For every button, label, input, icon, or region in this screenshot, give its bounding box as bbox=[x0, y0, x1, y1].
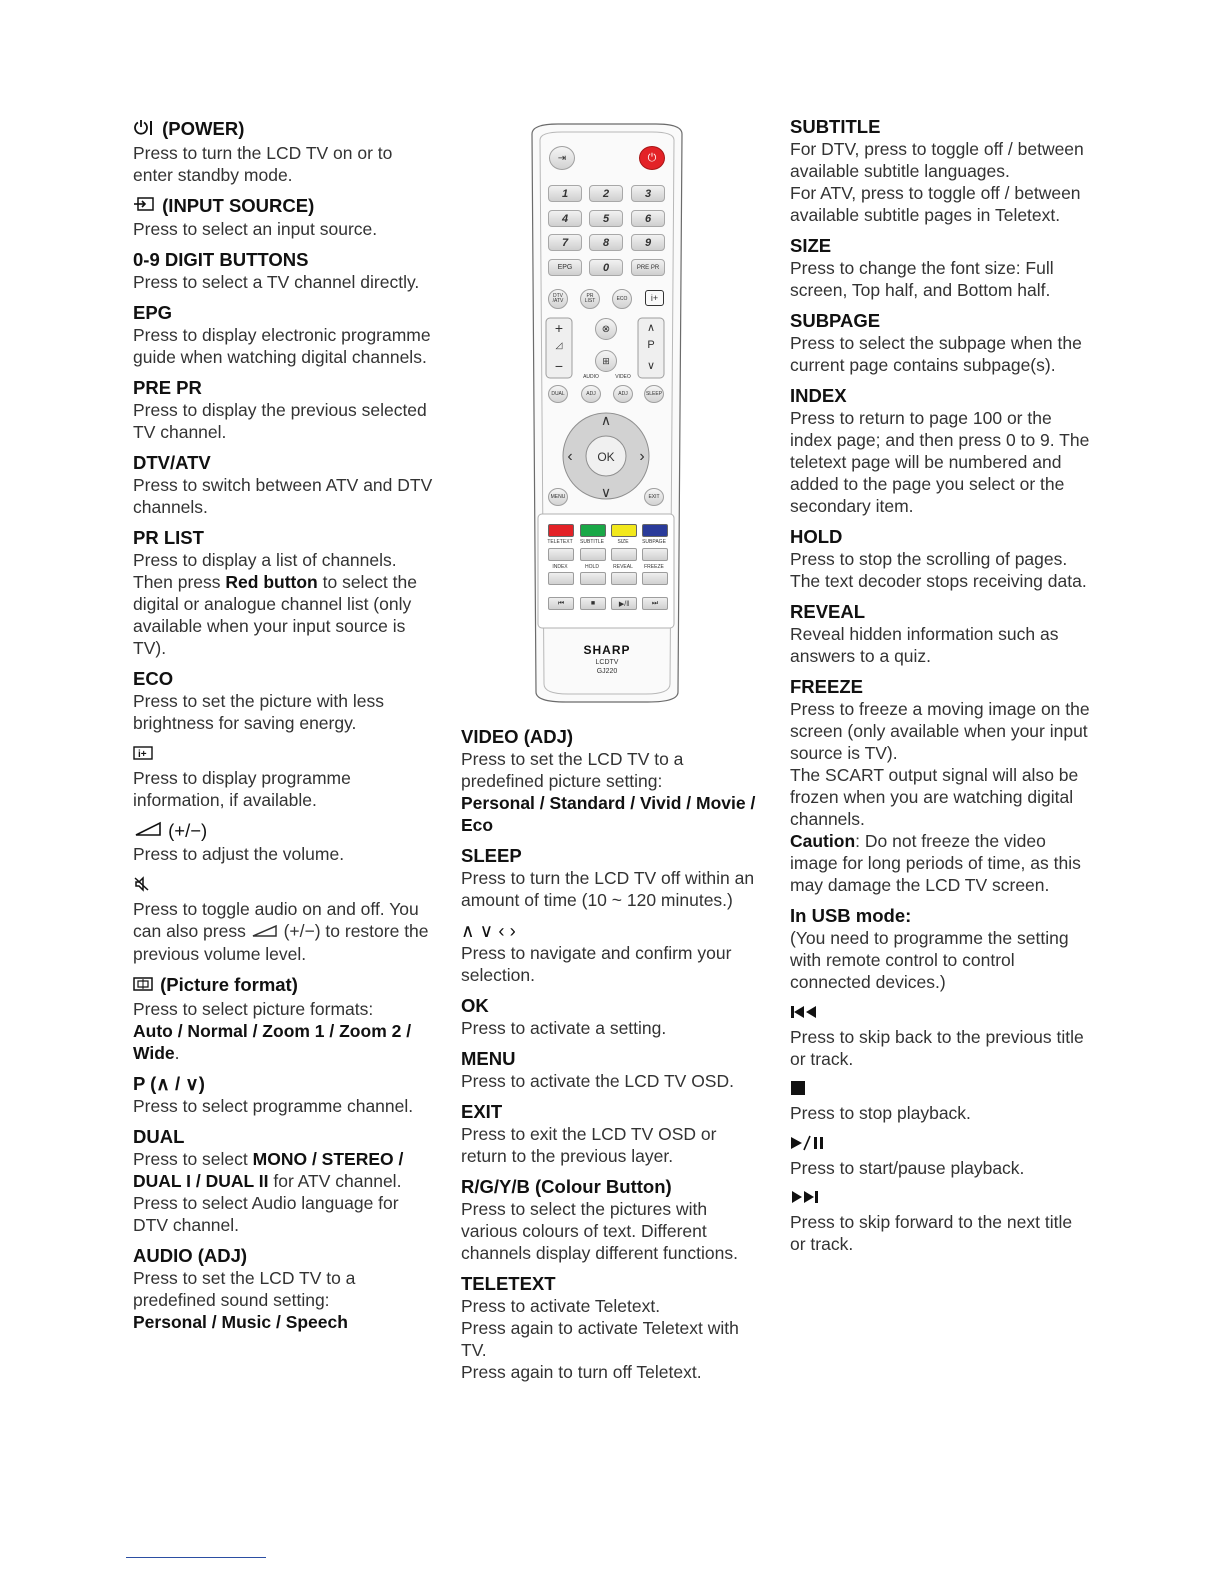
remote-freeze-button bbox=[642, 572, 668, 585]
input-source-icon bbox=[133, 195, 157, 218]
remote-skip-back-button: ⏮ bbox=[548, 597, 574, 610]
remote-index-button bbox=[548, 572, 574, 585]
entry-volume: (+/−) Press to adjust the volume. bbox=[133, 819, 345, 865]
entry-picture-format: (Picture format) Press to select picture formats: Auto / Normal / Zoom 1 / Zoom 2 / Wide. bbox=[133, 974, 412, 1064]
remote-red-button bbox=[548, 524, 574, 537]
remote-up-arrow: ∧ bbox=[600, 411, 612, 428]
power-icon bbox=[133, 119, 157, 142]
remote-hold-label: HOLD bbox=[585, 564, 599, 570]
remote-yellow-button bbox=[611, 524, 637, 537]
entry-index: INDEX Press to return to page 100 or the index page; and then press 0 to 9. The teletext page will be numbered and added to the page you select or the secondary item. bbox=[790, 385, 1090, 516]
volume-icon bbox=[133, 820, 163, 843]
remote-audio-adj-button: ADJ bbox=[581, 385, 601, 403]
volume-icon-inline bbox=[251, 921, 279, 943]
entry-dual: DUAL Press to select MONO / STEREO / DUAL I / DUAL II for ATV channel. Press to select Audio language for DTV channel. bbox=[133, 1126, 404, 1236]
remote-reveal-label: REVEAL bbox=[613, 564, 633, 570]
entry-hold: HOLD Press to stop the scrolling of pages. The text decoder stops receiving data. bbox=[790, 526, 1087, 591]
remote-audio-label: AUDIO bbox=[583, 374, 599, 380]
remote-video-adj-button: ADJ bbox=[613, 385, 633, 403]
remote-dtv-atv-button: DTV /ATV bbox=[548, 289, 568, 309]
remote-info-button: i+ bbox=[645, 290, 664, 306]
remote-sleep-button: SLEEP bbox=[644, 385, 664, 403]
remote-p-label: P bbox=[647, 339, 655, 351]
right-column bbox=[790, 116, 1090, 1264]
entry-size: SIZE Press to change the font size: Full screen, Top half, and Bottom half. bbox=[790, 235, 1054, 300]
picture-format-icon bbox=[133, 975, 155, 998]
remote-stop-button: ■ bbox=[580, 597, 606, 610]
entry-info: i+ Press to display programme information, if available. bbox=[133, 743, 433, 811]
remote-picture-format-button: ⊞ bbox=[595, 350, 617, 372]
remote-index-label: INDEX bbox=[552, 564, 568, 570]
play-pause-icon bbox=[790, 1134, 832, 1157]
remote-menu-button: MENU bbox=[548, 488, 568, 506]
entry-stop: Press to stop playback. bbox=[790, 1079, 1090, 1125]
remote-model-line1: LCDTV bbox=[595, 659, 619, 666]
entry-subtitle: SUBTITLE For DTV, press to toggle off / between available subtitle languages. For ATV, press to toggle off / between available subtitle pages in Teletext. bbox=[790, 116, 1084, 225]
entry-dtv-atv: DTV/ATV Press to switch between ATV and DTV channels. bbox=[133, 452, 433, 518]
entry-pre-pr: PRE PR Press to display the previous selected TV channel. bbox=[133, 377, 427, 443]
entry-freeze: FREEZE Press to freeze a moving image on the screen (only available when your input source is TV). The SCART output signal will also be frozen when you are watching digital channels. Caution: Do not freeze the video image for long periods of time, as this may damage the LCD TV screen. bbox=[790, 676, 1090, 895]
remote-digit-4: 4 bbox=[548, 210, 582, 227]
entry-skip-back: Press to skip back to the previous title or track. bbox=[790, 1002, 1090, 1070]
remote-brand-logo: SHARP bbox=[583, 643, 631, 657]
remote-digit-3: 3 bbox=[631, 185, 665, 202]
remote-p-down: ∨ bbox=[646, 359, 656, 372]
entry-reveal: REVEAL Reveal hidden information such as answers to a quiz. bbox=[790, 601, 1059, 666]
entry-audio-adj: AUDIO (ADJ) Press to set the LCD TV to a predefined sound setting: Personal / Music / Speech bbox=[133, 1245, 356, 1333]
remote-blue-button bbox=[642, 524, 668, 537]
remote-p-up: ∧ bbox=[646, 321, 656, 334]
mute-icon bbox=[133, 875, 151, 898]
remote-control-illustration bbox=[528, 122, 686, 705]
remote-digit-0: 0 bbox=[589, 259, 623, 276]
svg-text:i+: i+ bbox=[138, 748, 147, 760]
remote-power-button: ⏻ bbox=[639, 146, 665, 170]
entry-ok: OK Press to activate a setting. bbox=[461, 995, 667, 1038]
remote-down-arrow: ∨ bbox=[600, 483, 612, 500]
info-icon bbox=[133, 744, 155, 767]
remote-eco-button: ECO bbox=[612, 289, 632, 309]
entry-subpage: SUBPAGE Press to select the subpage when the current page contains subpage(s). bbox=[790, 310, 1082, 375]
remote-digit-1: 1 bbox=[548, 185, 582, 202]
entry-teletext: TELETEXT Press to activate Teletext. Press again to activate Teletext with TV. Press again to turn off Teletext. bbox=[461, 1273, 739, 1382]
remote-reveal-button bbox=[611, 572, 637, 585]
remote-teletext-label: TELETEXT bbox=[547, 539, 573, 545]
remote-size-button bbox=[611, 548, 637, 561]
remote-play-pause-button: ▶/‖ bbox=[611, 597, 637, 610]
entry-usb-mode: In USB mode: (You need to programme the setting with remote control to control connected devices.) bbox=[790, 905, 1069, 992]
remote-volume-plus: + bbox=[554, 320, 564, 336]
remote-exit-button: EXIT bbox=[644, 488, 664, 506]
remote-freeze-label: FREEZE bbox=[644, 564, 664, 570]
remote-digit-7: 7 bbox=[548, 234, 582, 251]
remote-digit-8: 8 bbox=[589, 234, 623, 251]
remote-digit-6: 6 bbox=[631, 210, 665, 227]
remote-epg-button: EPG bbox=[548, 259, 582, 276]
entry-menu: MENU Press to activate the LCD TV OSD. bbox=[461, 1048, 734, 1091]
entry-power: (POWER) Press to turn the LCD TV on or to enter standby mode. bbox=[133, 118, 393, 185]
skip-back-icon bbox=[790, 1003, 820, 1026]
remote-input-button: ⇥ bbox=[549, 146, 575, 170]
entry-navigation: ∧ ∨ ‹ › Press to navigate and confirm your selection. bbox=[461, 920, 732, 985]
entry-skip-forward: Press to skip forward to the next title or track. bbox=[790, 1188, 1090, 1256]
remote-model-line2: GJ220 bbox=[596, 668, 618, 675]
remote-ok-button: OK bbox=[597, 450, 615, 464]
remote-volume-icon: ◿ bbox=[555, 339, 563, 350]
entry-epg: EPG Press to display electronic programme guide when watching digital channels. bbox=[133, 302, 431, 368]
entry-play-pause: Press to start/pause playback. bbox=[790, 1133, 1090, 1179]
remote-prepr-button: PRE PR bbox=[631, 259, 665, 276]
remote-size-label: SIZE bbox=[617, 539, 629, 545]
entry-eco: ECO Press to set the picture with less brightness for saving energy. bbox=[133, 668, 384, 734]
remote-prlist-button: PR LIST bbox=[580, 289, 600, 309]
entry-colour-buttons: R/G/Y/B (Colour Button) Press to select the pictures with various colours of text. Different channels display different functions. bbox=[461, 1176, 738, 1263]
stop-icon bbox=[790, 1079, 808, 1102]
remote-volume-minus: − bbox=[554, 358, 564, 374]
skip-forward-icon bbox=[790, 1188, 820, 1211]
remote-subtitle-button bbox=[580, 548, 606, 561]
entry-video-adj: VIDEO (ADJ) Press to set the LCD TV to a predefined picture setting: Personal / Standard / Vivid / Movie / Eco bbox=[461, 726, 756, 835]
footer-link-underline bbox=[126, 1557, 266, 1558]
remote-skip-forward-button: ⏭ bbox=[642, 597, 668, 610]
remote-subpage-button bbox=[642, 548, 668, 561]
entry-p-channel: P (∧ / ∨) Press to select programme channel. bbox=[133, 1073, 414, 1117]
entry-pr-list: PR LIST Press to display a list of channels. Then press Red button to select the digital or analogue channel list (only available when your input source is TV). bbox=[133, 527, 417, 659]
remote-digit-9: 9 bbox=[631, 234, 665, 251]
remote-dual-button: DUAL bbox=[548, 385, 568, 403]
remote-green-button bbox=[580, 524, 606, 537]
entry-input-source: (INPUT SOURCE) Press to select an input source. bbox=[133, 194, 378, 240]
remote-right-arrow: › bbox=[639, 448, 645, 465]
left-column bbox=[133, 118, 433, 1342]
remote-mute-button: ⊗ bbox=[595, 318, 617, 340]
caution-label: Caution bbox=[790, 831, 856, 851]
remote-digit-2: 2 bbox=[589, 185, 623, 202]
entry-exit: EXIT Press to exit the LCD TV OSD or return to the previous layer. bbox=[461, 1101, 717, 1166]
remote-subpage-label: SUBPAGE bbox=[642, 539, 666, 545]
entry-digit-buttons: 0-9 DIGIT BUTTONS Press to select a TV channel directly. bbox=[133, 249, 420, 293]
remote-teletext-button bbox=[548, 548, 574, 561]
entry-mute: Press to toggle audio on and off. You can also press (+/−) to restore the previous volume level. bbox=[133, 874, 433, 965]
remote-left-arrow: ‹ bbox=[567, 448, 573, 465]
remote-digit-5: 5 bbox=[589, 210, 623, 227]
remote-video-label: VIDEO bbox=[615, 374, 631, 380]
middle-column bbox=[461, 726, 761, 1392]
remote-hold-button bbox=[580, 572, 606, 585]
remote-subtitle-label: SUBTITLE bbox=[580, 539, 604, 545]
entry-sleep: SLEEP Press to turn the LCD TV off within an amount of time (10 ~ 120 minutes.) bbox=[461, 845, 755, 910]
